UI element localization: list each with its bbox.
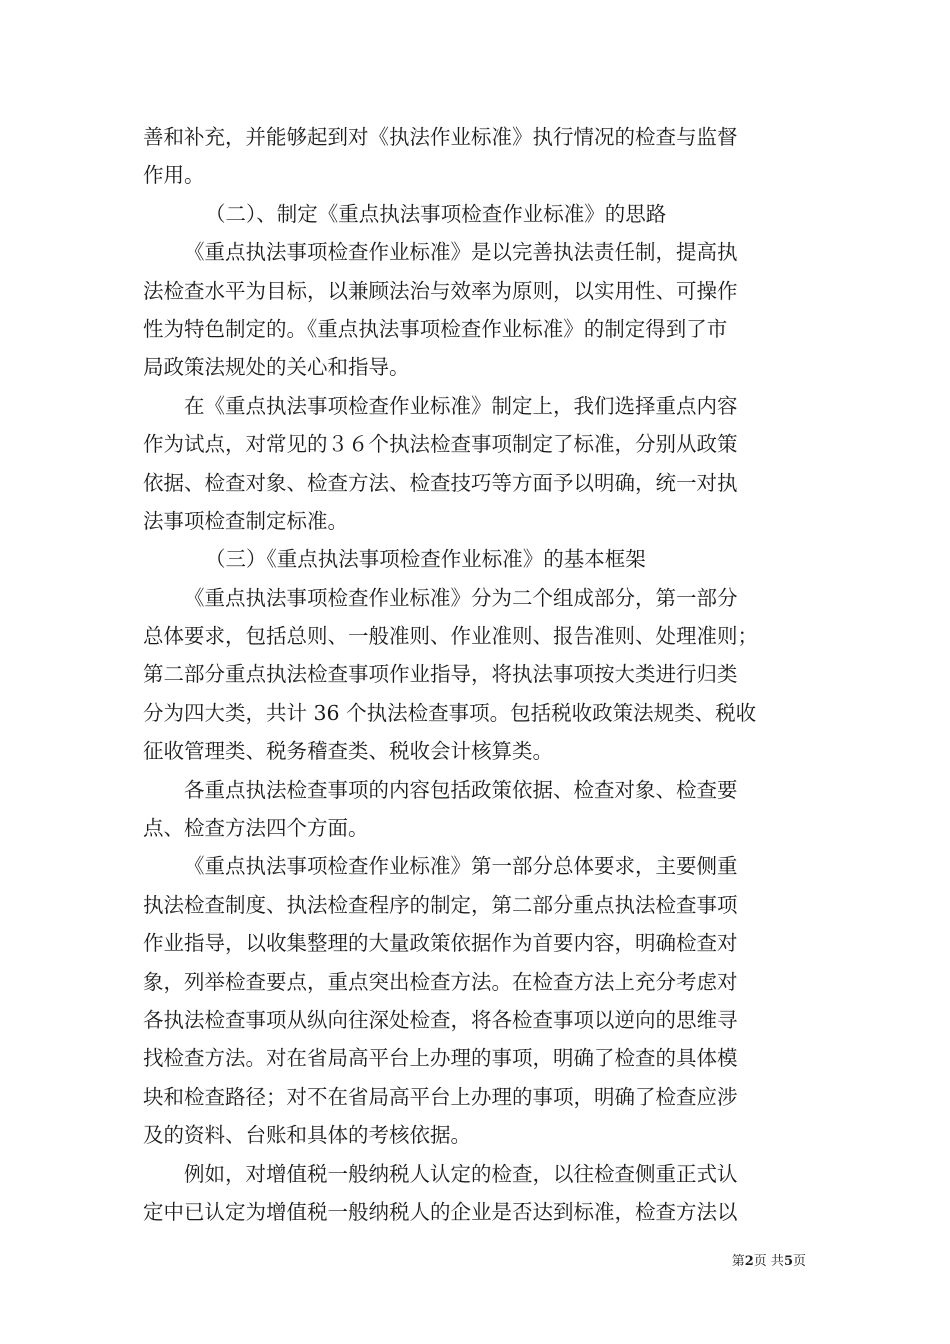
footer-middle: 页 共 — [753, 1254, 784, 1269]
text-line: 征收管理类、税务稽查类、税收会计核算类。 — [143, 739, 553, 764]
text-line: 点、检查方法四个方面。 — [143, 816, 369, 841]
text-line: 局政策法规处的关心和指导。 — [143, 355, 410, 380]
text-line: 性为特色制定的。《重点执法事项检查作业标准》的制定得到了市 — [143, 316, 728, 341]
footer-total-pages: 5 — [783, 1254, 793, 1269]
text-line: 善和补充，并能够起到对《执法作业标准》执行情况的检查与监督 — [143, 125, 738, 149]
footer-current-page: 2 — [744, 1254, 754, 1269]
text-line: 象，列举检查要点，重点突出检查方法。在检查方法上充分考虑对 — [143, 969, 738, 994]
text-line: 找检查方法。对在省局高平台上办理的事项，明确了检查的具体模 — [143, 1046, 738, 1071]
section-heading: （三）《重点执法事项检查作业标准》的基本框架 — [205, 547, 646, 572]
text-line: 作为试点，对常见的３６个执法检查事项制定了标准，分别从政策 — [143, 432, 738, 457]
footer-prefix: 第 — [731, 1254, 745, 1269]
text-line: 《重点执法事项检查作业标准》第一部分总体要求，主要侧重 — [184, 854, 738, 879]
text-line: 作用。 — [143, 163, 205, 188]
text-line: 在《重点执法事项检查作业标准》制定上，我们选择重点内容 — [184, 393, 738, 418]
body-text — [143, 118, 810, 1231]
text-line: 各执法检查事项从纵向往深处检查，将各检查事项以逆向的思维寻 — [143, 1007, 738, 1032]
text-line: 法事项检查制定标准。 — [143, 508, 348, 533]
page-footer — [732, 1250, 806, 1269]
text-line: 及的资料、台账和具体的考核依据。 — [143, 1123, 471, 1148]
text-line: 各重点执法检查事项的内容包括政策依据、检查对象、检查要 — [184, 777, 738, 802]
text-line: 《重点执法事项检查作业标准》是以完善执法责任制，提高执 — [184, 240, 738, 265]
text-line: 定中已认定为增值税一般纳税人的企业是否达到标准，检查方法以 — [143, 1199, 738, 1224]
footer-suffix: 页 — [792, 1254, 806, 1269]
text-line: 执法检查制度、执法检查程序的制定，第二部分重点执法检查事项 — [143, 892, 738, 917]
text-line: 块和检查路径；对不在省局高平台上办理的事项，明确了检查应涉 — [143, 1084, 738, 1109]
section-heading: （二）、制定《重点执法事项检查作业标准》的思路 — [205, 201, 667, 226]
text-line: 第二部分重点执法检查事项作业指导，将执法事项按大类进行归类 — [143, 662, 738, 687]
text-line: 总体要求，包括总则、一般准则、作业准则、报告准则、处理准则； — [143, 624, 758, 649]
text-line: 《重点执法事项检查作业标准》分为二个组成部分，第一部分 — [184, 585, 738, 610]
text-line: 分为四大类，共计 36 个执法检查事项。包括税收政策法规类、税收 — [143, 700, 757, 725]
text-line: 依据、检查对象、检查方法、检查技巧等方面予以明确，统一对执 — [143, 470, 738, 495]
text-line: 作业指导，以收集整理的大量政策依据作为首要内容，明确检查对 — [143, 931, 738, 956]
text-line: 法检查水平为目标，以兼顾法治与效率为原则，以实用性、可操作 — [143, 278, 738, 303]
text-line: 例如，对增值税一般纳税人认定的检查，以往检查侧重正式认 — [184, 1161, 738, 1186]
